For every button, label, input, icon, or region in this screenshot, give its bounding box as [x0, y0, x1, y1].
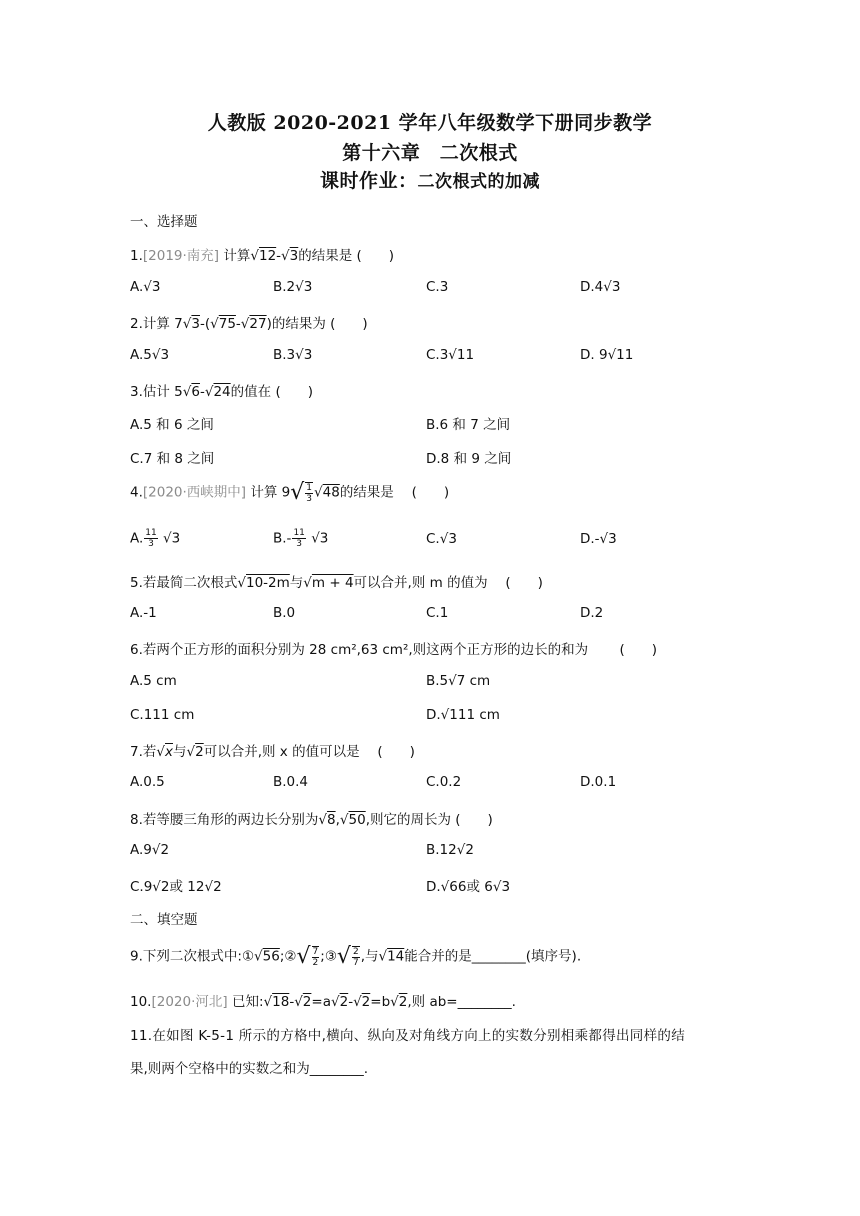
q7-option-b[interactable]: B.0.4 — [273, 774, 309, 790]
q1-option-d[interactable]: D.4√3 — [580, 279, 621, 295]
question-3: 3.估计 5√6-√24的值在 ( ) — [130, 384, 313, 400]
q4-option-c[interactable]: C.√3 — [426, 531, 457, 547]
q7-number: 7. — [130, 744, 143, 760]
q1-radicand-b: 3 — [289, 248, 299, 264]
q7-radicand-a: x — [165, 744, 173, 760]
q10-text-pre: 已知: — [227, 994, 264, 1010]
q2-option-d[interactable]: D. 9√11 — [580, 347, 634, 363]
q5-option-c[interactable]: C.1 — [426, 605, 449, 621]
question-1: 1.[2019·南充] 计算√12-√3的结果是 ( ) — [130, 248, 395, 264]
q3-option-b[interactable]: B.6 和 7 之间 — [426, 417, 511, 433]
q4-option-b[interactable]: B.- $\frac{11}{3}$ √3 — [273, 528, 329, 549]
q5-option-b[interactable]: B.0 — [273, 605, 296, 621]
q3-option-d[interactable]: D.8 和 9 之间 — [426, 451, 512, 467]
q3-radicand-b: 24 — [213, 384, 231, 400]
q8-option-b[interactable]: B.12√2 — [426, 842, 474, 858]
q1-option-a[interactable]: A.√3 — [130, 279, 161, 295]
q10-number: 10. — [130, 994, 152, 1010]
q9-fraction-2: $\frac{2}{7}$ — [352, 946, 359, 968]
q2-number: 2. — [130, 316, 143, 332]
q4-option-a[interactable]: A. $\frac{11}{3}$ √3 — [130, 528, 181, 549]
q5-radicand-b: m + 4 — [311, 575, 354, 591]
q2-option-a[interactable]: A.5√3 — [130, 347, 170, 363]
document-title: 人教版 2020-2021 学年八年级数学下册同步教学 — [207, 112, 653, 134]
q3-number: 3. — [130, 384, 143, 400]
q1-option-b[interactable]: B.2√3 — [273, 279, 313, 295]
q8-number: 8. — [130, 812, 143, 828]
q4-radicand-b: 48 — [322, 484, 340, 501]
q2-text-post: )的结果为 ( ) — [266, 316, 368, 332]
q1-text-pre: 计算 — [219, 248, 251, 264]
q2-radicand-a: 3 — [191, 316, 200, 332]
q1-option-c[interactable]: C.3 — [426, 279, 449, 295]
q9-text-post: 能合并的是________(填序号). — [404, 948, 582, 965]
q8-radicand-b: 50 — [348, 812, 366, 828]
q7-option-d[interactable]: D.0.1 — [580, 774, 617, 790]
q5-text-post: 可以合并,则 m 的值为 ( ) — [353, 575, 543, 591]
q9-radicand-b: 14 — [387, 948, 405, 965]
q1-number: 1. — [130, 248, 143, 264]
q9-text-mid1: ;② — [279, 948, 297, 965]
q8-text-mid: , — [335, 812, 340, 828]
q8-option-a[interactable]: A.9√2 — [130, 842, 170, 858]
q2-radicand-b: 75 — [218, 316, 236, 332]
q7-option-c[interactable]: C.0.2 — [426, 774, 462, 790]
chapter-title: 第十六章 二次根式 — [342, 142, 518, 164]
question-5: 5.若最简二次根式√10-2m与√m + 4可以合并,则 m 的值为 ( ) — [130, 575, 543, 591]
q5-option-d[interactable]: D.2 — [580, 605, 604, 621]
lesson-title — [0, 166, 860, 193]
q2-option-b[interactable]: B.3√3 — [273, 347, 313, 363]
question-2: 2.计算 7√3-(√75-√27)的结果为 ( ) — [130, 316, 368, 332]
question-10: 10.[2020·河北] 已知:√18-√2=a√2-√2=b√2,则 ab=________. — [130, 994, 516, 1010]
q6-option-c[interactable]: C.111 cm — [130, 707, 195, 723]
q5-text-mid: 与 — [289, 575, 304, 591]
q6-option-b[interactable]: B.5√7 cm — [426, 673, 491, 689]
q5-radicand-a: 10-2m — [246, 575, 290, 591]
q3-text-pre: 估计 5 — [142, 384, 183, 400]
q7-text-mid: 与 — [173, 744, 187, 760]
q7-radicand-b: 2 — [195, 744, 204, 760]
q9-fraction-1: $\frac{7}{2}$ — [312, 946, 319, 968]
q4-text-post: 的结果是 ( ) — [339, 484, 450, 501]
q9-radicand-a: 56 — [262, 948, 280, 965]
q4-text-pre: 计算 9 — [246, 484, 291, 501]
q1-source: [2019·南充] — [142, 248, 220, 264]
q2-text-pre: 计算 7 — [142, 316, 183, 332]
q8-option-c[interactable]: C.9√2或 12√2 — [130, 879, 222, 895]
q2-radicand-c: 27 — [249, 316, 267, 332]
q6-option-d[interactable]: D.√111 cm — [426, 707, 500, 723]
q6-option-a[interactable]: A.5 cm — [130, 673, 177, 689]
q8-text-pre: 若等腰三角形的两边长分别为 — [142, 812, 319, 828]
q8-text-post: ,则它的周长为 ( ) — [365, 812, 493, 828]
q2-text-mid2: - — [235, 316, 241, 332]
q4-option-d[interactable]: D.-√3 — [580, 531, 617, 547]
question-11-line-2: 果,则两个空格中的实数之和为________. — [130, 1061, 369, 1077]
q9-number: 9. — [130, 948, 143, 965]
q7-text-post: 可以合并,则 x 的值可以是 ( ) — [203, 744, 415, 760]
q1-text-mid: - — [276, 248, 282, 264]
question-6: 6.若两个正方形的面积分别为 28 cm²,63 cm²,则这两个正方形的边长的和为 ( ) — [130, 642, 657, 658]
q2-option-c[interactable]: C.3√11 — [426, 347, 475, 363]
section-fill-in: 二、填空题 — [130, 912, 198, 928]
section-choice: 一、选择题 — [130, 214, 198, 230]
question-9: 9.下列二次根式中:①√56;②√ $\frac{7}{2}$ ;③√ $\frac{2}{7}$ ,与√14能合并的是________(填序号). — [130, 944, 582, 969]
q3-text-post: 的值在 ( ) — [230, 384, 313, 400]
q4-fraction: $\frac{1}{3}$ — [306, 482, 313, 504]
q9-text-mid3: ,与 — [360, 948, 379, 965]
q3-text-mid: - — [199, 384, 205, 400]
q1-text-post: 的结果是 ( ) — [298, 248, 395, 264]
q7-text-pre: 若 — [142, 744, 157, 760]
q1-radicand-a: 12 — [258, 248, 277, 264]
q4-source: [2020·西峡期中] — [142, 484, 247, 501]
q10-text-post: ,则 ab=________. — [407, 994, 516, 1010]
q8-radicand-a: 8 — [327, 812, 336, 828]
q5-number: 5. — [130, 575, 143, 591]
q3-option-c[interactable]: C.7 和 8 之间 — [130, 451, 215, 467]
q3-option-a[interactable]: A.5 和 6 之间 — [130, 417, 214, 433]
q5-text-pre: 若最简二次根式 — [142, 575, 238, 591]
question-11-line-1: 11.在如图 K-5-1 所示的方格中,横向、纵向及对角线方向上的实数分别相乘都得出同样的结 — [130, 1028, 685, 1044]
q9-text-pre: 下列二次根式中:① — [142, 948, 255, 965]
q9-text-mid2: ;③ — [320, 948, 337, 965]
question-7: 7.若√x与√2可以合并,则 x 的值可以是 ( ) — [130, 744, 415, 760]
q7-option-a[interactable]: A.0.5 — [130, 774, 165, 790]
question-8: 8.若等腰三角形的两边长分别为√8,√50,则它的周长为 ( ) — [130, 812, 493, 828]
q8-option-d[interactable]: D.√66或 6√3 — [426, 879, 511, 895]
lesson-title-main: 课时作业： — [319, 170, 418, 192]
q2-text-mid1: -( — [199, 316, 211, 332]
lesson-title-sub: 二次根式的加减 — [417, 172, 540, 192]
question-4: 4.[2020·西峡期中] 计算 9√ $\frac{1}{3}$ √48的结果是 ( ) — [130, 480, 450, 505]
q4-number: 4. — [130, 484, 143, 501]
q10-source: [2020·河北] — [151, 994, 228, 1010]
q5-option-a[interactable]: A.-1 — [130, 605, 157, 621]
q3-radicand-a: 6 — [191, 384, 200, 400]
